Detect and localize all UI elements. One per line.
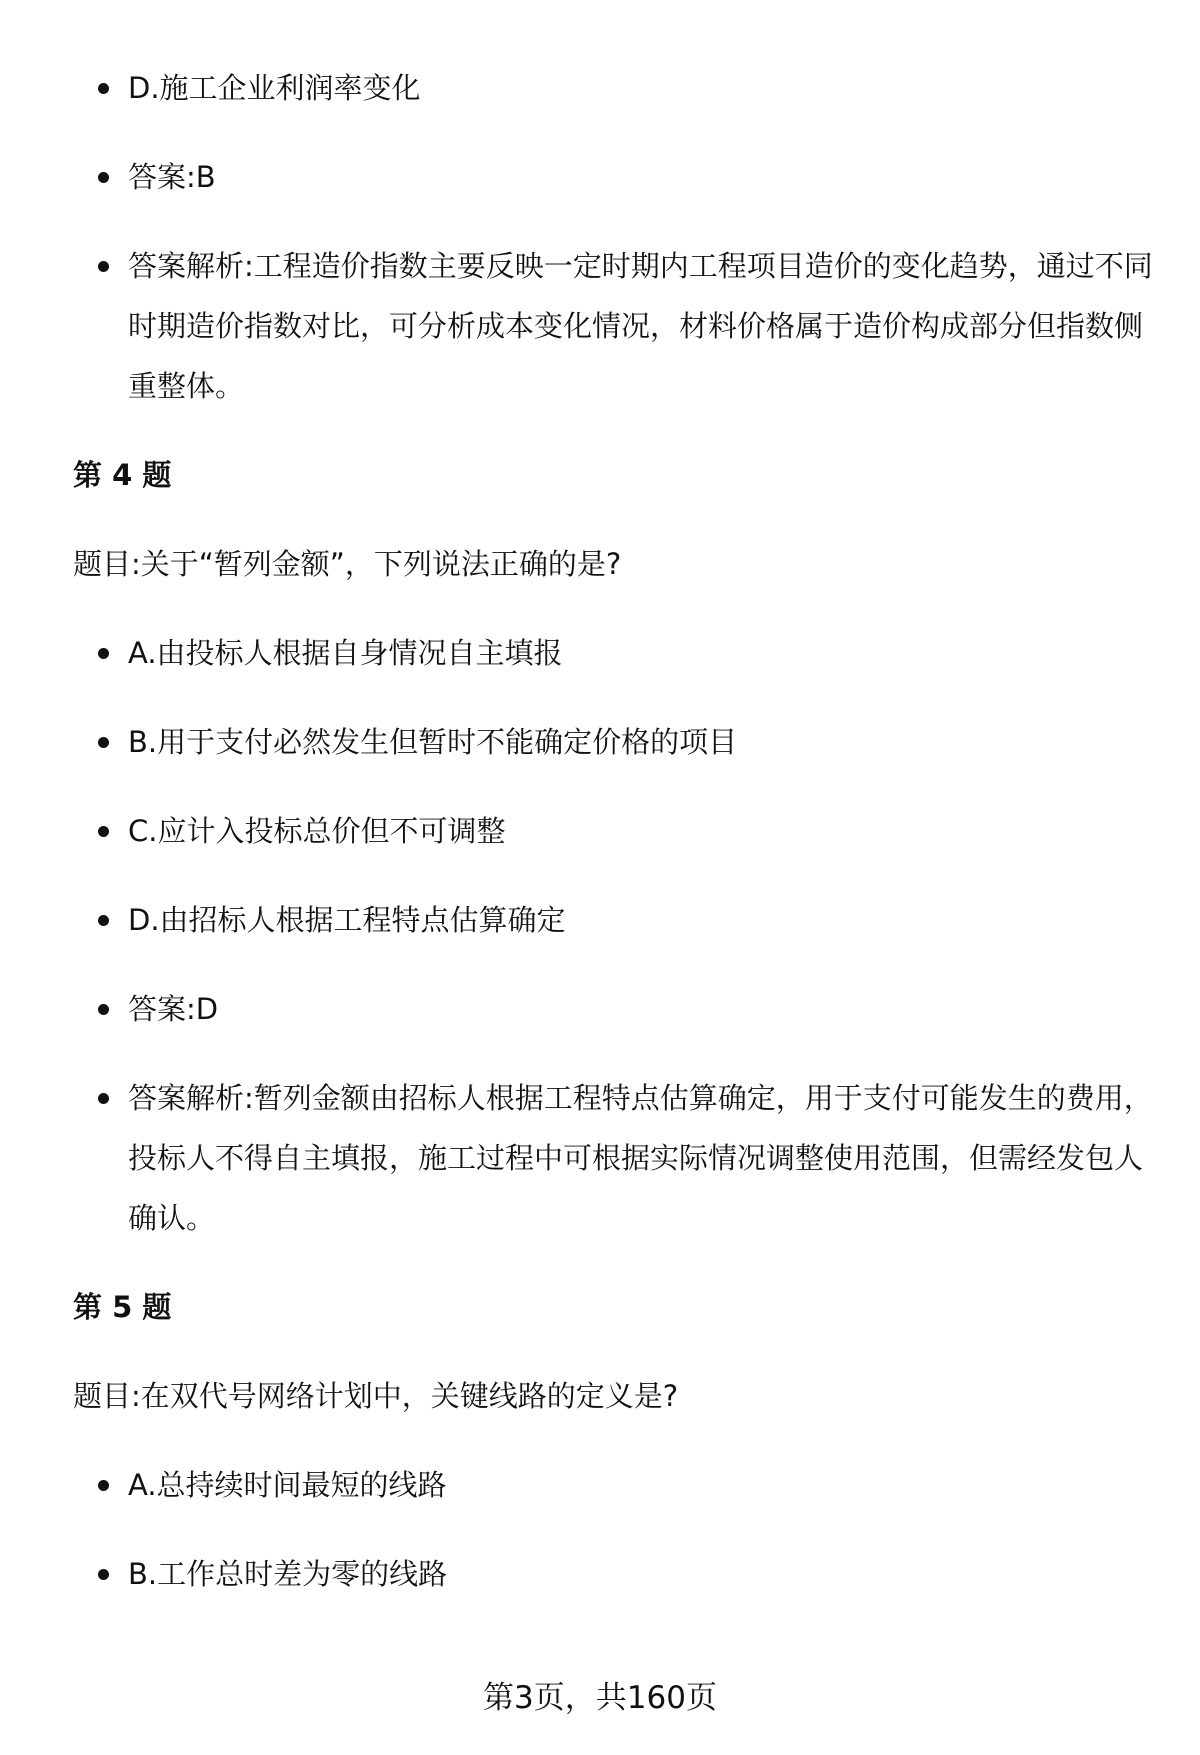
previous-question-list (73, 58, 1153, 416)
question-4-list (73, 623, 1153, 1248)
answer: 答案:B (73, 147, 1153, 207)
question-4-text: 题目:关于“暂列金额”，下列说法正确的是? (73, 547, 622, 581)
document-body (73, 58, 1153, 1633)
option-b: B.工作总时差为零的线路 (73, 1544, 1153, 1604)
question-5-text: 题目:在双代号网络计划中，关键线路的定义是? (73, 1379, 679, 1413)
question-5-heading: 第 5 题 (73, 1290, 172, 1324)
option-d: D.由招标人根据工程特点估算确定 (73, 890, 1153, 950)
option-b: B.用于支付必然发生但暂时不能确定价格的项目 (73, 712, 1153, 772)
answer-explanation: 答案解析:工程造价指数主要反映一定时期内工程项目造价的变化趋势，通过不同时期造价指数对比，可分析成本变化情况，材料价格属于造价构成部分但指数侧重整体。 (73, 236, 1153, 416)
option-d: D.施工企业利润率变化 (73, 58, 1153, 118)
option-a: A.总持续时间最短的线路 (73, 1455, 1153, 1515)
question-4-heading: 第 4 题 (73, 458, 172, 492)
option-a: A.由投标人根据自身情况自主填报 (73, 623, 1153, 683)
page-number: 第3页，共160页 (483, 1680, 717, 1716)
answer: 答案:D (73, 979, 1153, 1039)
answer-explanation: 答案解析:暂列金额由招标人根据工程特点估算确定，用于支付可能发生的费用，投标人不得自主填报，施工过程中可根据实际情况调整使用范围，但需经发包人确认。 (73, 1068, 1153, 1248)
question-5-list (73, 1455, 1153, 1604)
option-c: C.应计入投标总价但不可调整 (73, 801, 1153, 861)
